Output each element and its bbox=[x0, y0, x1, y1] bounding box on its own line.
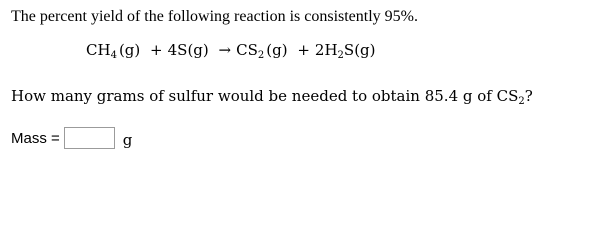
product-cs2-state: (g) bbox=[266, 41, 288, 59]
product-cs2: $CS_2$ bbox=[236, 41, 265, 61]
reactant-ch4: $CH_4$ bbox=[86, 41, 117, 61]
product-h2s: $2H_2S$ bbox=[314, 41, 355, 61]
product-h2s-state: (g) bbox=[354, 41, 376, 59]
plus-sign: + bbox=[297, 41, 310, 59]
plus-sign: + bbox=[150, 41, 163, 59]
mass-label: Mass = bbox=[11, 129, 60, 147]
mass-answer-row bbox=[11, 125, 132, 151]
reaction-arrow: → bbox=[218, 41, 232, 59]
mass-unit: g bbox=[122, 131, 133, 149]
problem-intro: The percent yield of the following reaction is consistently 95%. bbox=[11, 8, 418, 25]
reaction-equation bbox=[86, 41, 376, 59]
question-formula: $CS_2$ bbox=[496, 87, 525, 107]
reactant-s: 4S bbox=[167, 41, 188, 59]
mass-input[interactable] bbox=[64, 127, 115, 149]
reactant-ch4-state: (g) bbox=[118, 41, 141, 59]
reactant-s-state: (g) bbox=[187, 41, 209, 59]
question-text: How many grams of sulfur would be needed to obtain 85.4 g of $CS_2$? bbox=[11, 87, 533, 107]
